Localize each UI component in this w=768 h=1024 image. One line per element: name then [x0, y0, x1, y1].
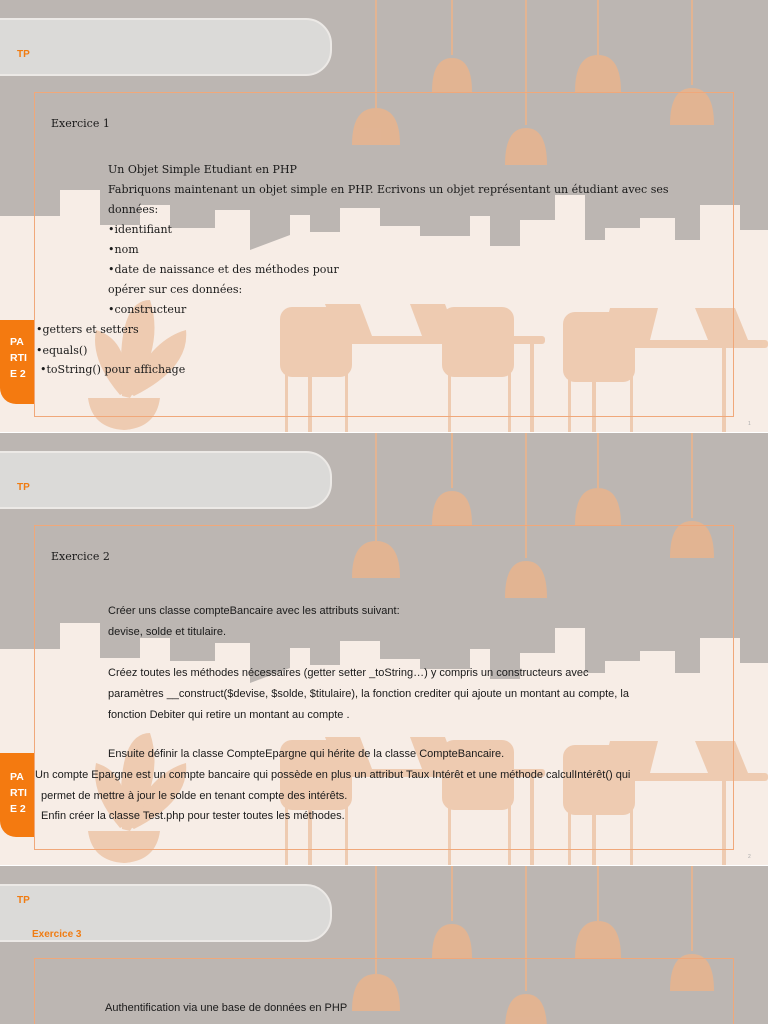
side-tab-line: RTI	[10, 352, 27, 364]
side-tab-line: E 2	[10, 368, 26, 380]
text-line: fonction Debiter qui retire un montant au compte .	[108, 709, 350, 721]
side-tab	[0, 753, 34, 837]
text-line: •equals()	[36, 344, 88, 357]
side-tab	[0, 320, 34, 404]
exercise-title: Exercice 1	[51, 117, 110, 130]
text-line: paramètres __construct($devise, $solde, $titulaire), la fonction crediter qui ajoute un montant au compte, la	[108, 688, 629, 700]
text-line: •constructeur	[108, 303, 187, 316]
side-tab-line: PA	[10, 771, 24, 783]
text-line: Un Objet Simple Etudiant en PHP	[108, 163, 297, 176]
text-line: •date de naissance et des méthodes pour	[108, 263, 339, 276]
side-tab-line: RTI	[10, 787, 27, 799]
title-tab	[0, 451, 332, 509]
content-frame	[34, 958, 734, 1024]
page-number: 1	[748, 421, 751, 427]
slide-3	[0, 866, 768, 1024]
text-line: •getters et setters	[36, 323, 139, 336]
slide-1	[0, 0, 768, 432]
tp-label: TP	[17, 482, 30, 493]
text-line: Enfin créer la classe Test.php pour tester toutes les méthodes.	[41, 810, 345, 822]
title-tab	[0, 18, 332, 76]
text-line: Créer uns classe compteBancaire avec les attributs suivant:	[108, 605, 400, 617]
exercise-title: Exercice 2	[51, 550, 110, 563]
text-line: Créez toutes les méthodes nécessaires (getter setter _toString…) y compris un constructeurs avec	[108, 667, 589, 679]
text-line: devise, solde et titulaire.	[108, 626, 227, 638]
text-line: •toString() pour affichage	[40, 363, 186, 376]
text-line: Fabriquons maintenant un objet simple en PHP. Ecrivons un objet représentant un étudiant avec ses	[108, 183, 669, 196]
page-number: 2	[748, 854, 751, 860]
text-line: données:	[108, 203, 159, 216]
text-line: Un compte Epargne est un compte bancaire qui possède en plus un attribut Taux Intérêt et une méthode calculIntérêt() qui	[35, 769, 631, 781]
side-tab-line: E 2	[10, 803, 26, 815]
text-line: Authentification via une base de données en PHP	[105, 1002, 348, 1014]
tp-label: TP	[17, 49, 30, 60]
text-line: Ensuite définir la classe CompteEpargne qui hérite de la classe CompteBancaire.	[108, 748, 505, 760]
slide-2	[0, 433, 768, 865]
exercise-subtitle: Exercice 3	[32, 929, 82, 940]
text-line: permet de mettre à jour le solde en tenant compte des intérêts.	[41, 790, 348, 802]
tp-label: TP	[17, 895, 30, 906]
text-line: •identifiant	[108, 223, 172, 236]
text-line: opérer sur ces données:	[108, 283, 243, 296]
side-tab-line: PA	[10, 336, 24, 348]
text-line: •nom	[108, 243, 139, 256]
